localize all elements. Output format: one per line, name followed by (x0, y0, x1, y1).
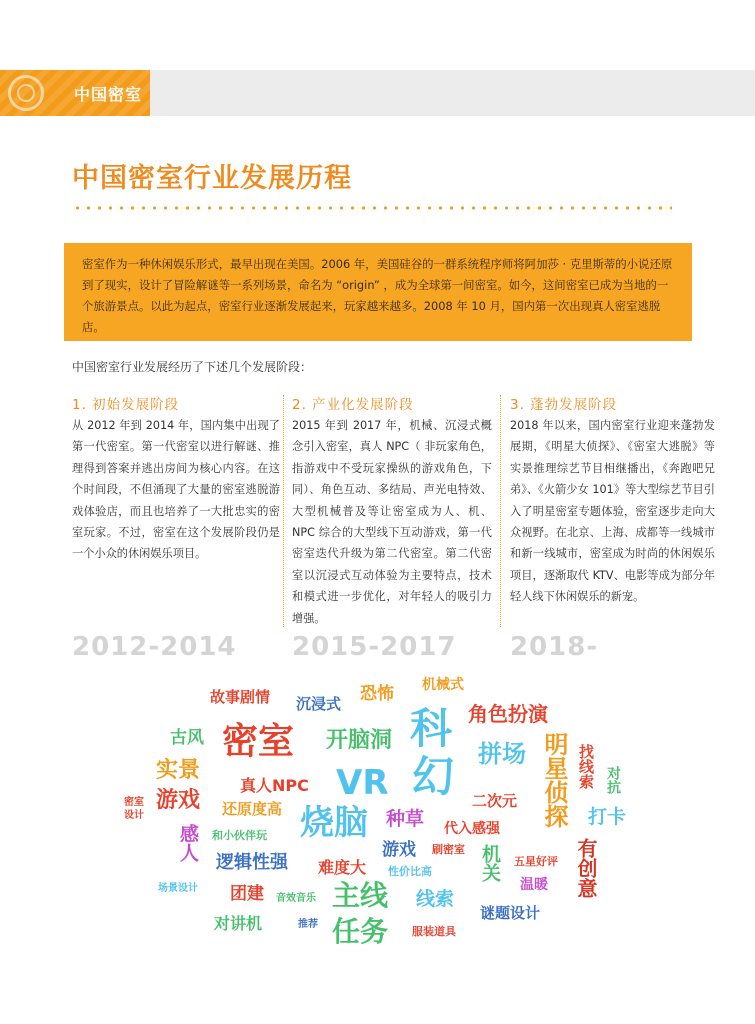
intro-box (64, 243, 692, 341)
cloud-word: 密室设计 (124, 797, 144, 821)
cloud-word: 场景设计 (158, 883, 198, 894)
cloud-word: 恐怖 (360, 684, 394, 704)
cloud-word: 服装道具 (412, 925, 456, 938)
cloud-word: 有创意 (574, 838, 598, 898)
stage-column-2 (292, 393, 492, 629)
cloud-word: 机关 (479, 844, 501, 882)
cloud-word: 二次元 (472, 792, 518, 810)
cloud-word: 故事剧情 (210, 688, 271, 706)
stage-body: 从 2012 年到 2014 年，国内集中出现了第一代密室。第一代密室以进行解谜、推理得到答案并逃出房间为核心内容。在这个时间段，不但涌现了大量的密室逃脱游戏体验店，而且也培养了一大批忠实的密室玩家。不过，密室在这个发展阶段仍是一个小众的休闲娱乐项目。 (72, 419, 280, 561)
stage-column-3 (510, 393, 715, 608)
cloud-word: 和小伙伴玩 (212, 829, 267, 842)
cloud-word: 谜题设计 (480, 904, 541, 922)
cloud-word: 真人NPC (240, 776, 309, 795)
word-cloud (110, 672, 670, 962)
cloud-word: 幻 (412, 752, 455, 801)
cloud-word: 逻辑性强 (216, 852, 288, 873)
brand-logo (0, 70, 150, 116)
cloud-word: 线索 (416, 888, 455, 910)
cloud-word: 对抗 (605, 766, 621, 794)
cloud-word: 五星好评 (514, 855, 558, 868)
cloud-word: 拼场 (478, 740, 526, 768)
stage-years: 2015-2017 (292, 632, 457, 662)
cloud-word: 音效音乐 (276, 893, 316, 904)
lead-text: 中国密室行业发展经历了下述几个发展阶段： (72, 360, 313, 374)
stage-title: 1. 初始发展阶段 (72, 397, 180, 413)
cloud-word: 代入感强 (444, 821, 500, 837)
cloud-word: VR (336, 763, 389, 803)
cloud-word: 团建 (230, 884, 264, 904)
cloud-word: 推荐 (298, 919, 318, 930)
cloud-word: 找线索 (577, 744, 595, 789)
dotted-divider (72, 206, 672, 210)
cloud-word: 机械式 (422, 677, 464, 693)
logo-text: 中国密室 (74, 84, 143, 104)
column-divider (500, 395, 501, 627)
cloud-word: 游戏 (156, 788, 201, 813)
stage-years: 2018- (510, 632, 599, 662)
cloud-word: 任务 (332, 915, 389, 948)
cloud-word: 还原度高 (222, 800, 283, 818)
stage-title: 3. 蓬勃发展阶段 (510, 397, 618, 413)
cloud-word: 主线 (332, 879, 389, 912)
cloud-word: 开脑洞 (326, 728, 393, 753)
cloud-word: 古风 (170, 728, 204, 748)
column-divider (283, 395, 284, 627)
stage-body: 2018 年以来，国内密室行业迎来蓬勃发展期，《明星大侦探》、《密室大逃脱》等实景推理综艺节目相继播出，《奔跑吧兄弟》、《火箭少女 101》等大型综艺节目引入了明星密室专题体验，密室逐步走向大众视野。在北京、上海、成都等一线城市和新一线城市，密室成为时尚的休闲娱乐项目，逐渐取代 KTV、电影等成为部分年轻人线下休闲娱乐的新宠。 (510, 419, 715, 604)
cloud-word: 难度大 (318, 858, 367, 877)
stage-title: 2. 产业化发展阶段 (292, 397, 414, 413)
stage-body: 2015 年到 2017 年，机械、沉浸式概念引入密室，真人 NPC（ 非玩家角色，指游戏中不受玩家操纵的游戏角色，下同）、角色互动、多结局、声光电特效、大型机械普及等让密室成为人、机、NPC 综合的大型线下互动游戏，第一代密室迭代升级为第二代密室。第二代密室以沉浸式互动体验为主要特点，技术和模式进一步优化，对年轻人的吸引力增强。 (292, 419, 492, 625)
cloud-word: 密室 (222, 721, 295, 762)
cloud-word: 角色扮演 (468, 702, 548, 726)
logo-ring-icon (8, 75, 44, 111)
cloud-word: 沉浸式 (296, 695, 342, 713)
cloud-word: 刷密室 (432, 843, 465, 856)
cloud-word: 打卡 (588, 806, 627, 828)
cloud-word: 科 (410, 704, 453, 753)
cloud-word: 感人 (177, 824, 199, 862)
page-title: 中国密室行业发展历程 (72, 163, 352, 194)
cloud-word: 实景 (156, 758, 201, 783)
cloud-word: 对讲机 (214, 914, 263, 933)
cloud-word: 烧脑 (300, 803, 368, 843)
intro-text: 密室作为一种休闲娱乐形式，最早出现在美国。2006 年，美国硅谷的一群系统程序师将阿加莎 · 克里斯蒂的小说还原到了现实，设计了冒险解谜等一系列场景，命名为 “origin” ，成为全球第一间密室。如今，这间密室已成为当地的一个旅游景点。以此为起点，密室行业逐渐发展起来，玩家越来越多。2008 年 10 月，国内第一次出现真人密室逃脱店。 (82, 257, 673, 334)
cloud-word: 游戏 (382, 840, 416, 860)
cloud-word: 种草 (386, 808, 425, 830)
stage-years: 2012-2014 (72, 632, 237, 662)
cloud-word: 明星侦探 (540, 732, 568, 828)
stage-column-1 (72, 393, 280, 565)
cloud-word: 温暖 (520, 877, 548, 893)
cloud-word: 性价比高 (388, 865, 432, 878)
